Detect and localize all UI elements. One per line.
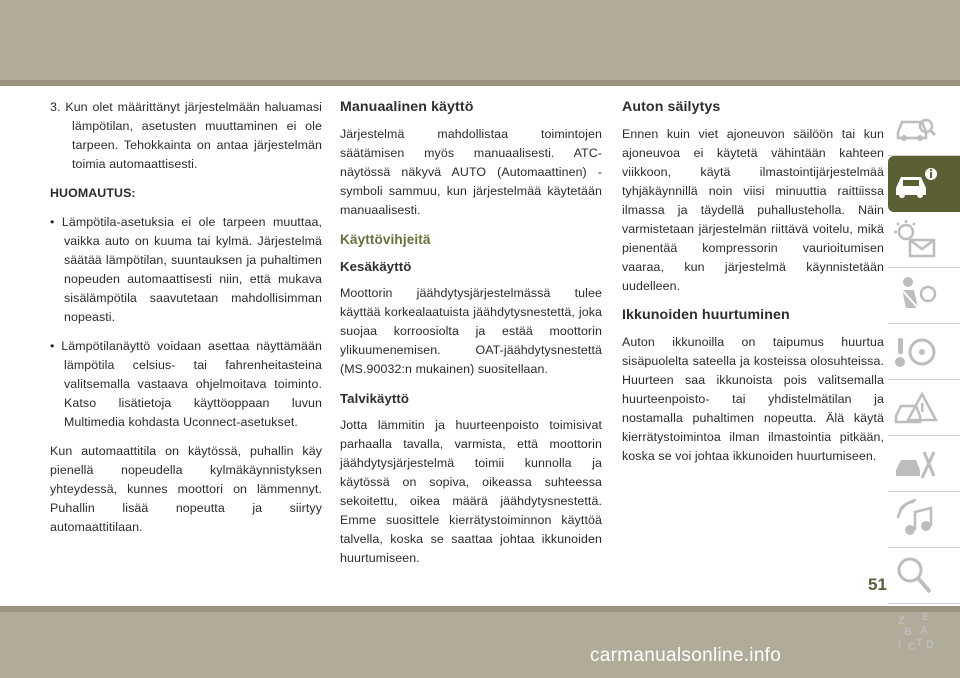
index-letter: B	[904, 626, 912, 638]
watermark: carmanualsonline.info	[590, 645, 782, 666]
tab-search[interactable]	[888, 548, 960, 604]
index-letter: I	[898, 639, 902, 651]
heading-summer: Kesäkäyttö	[340, 259, 412, 274]
paragraph-summer: Moottorin jäähdytysjärjestelmässä tulee käyttää korkealaatuista jäähdytysnestettä, joka suojaa korroosiolta ja estää moottorin ylikuumenemisen. OAT-jäähdytysnestettä (MS.90032:n mukainen) suositellaan.	[340, 286, 602, 376]
index-letter: D	[926, 639, 934, 651]
column-2	[340, 98, 602, 578]
column-1	[50, 98, 322, 547]
bottom-band	[0, 612, 960, 678]
note-heading: HUOMAUTUS:	[50, 186, 136, 200]
index-letter: C	[908, 641, 916, 653]
tab-hazard[interactable]	[888, 380, 960, 436]
paragraph-auto-mode: Kun automaattitila on käytössä, puhallin käy pienellä nopeudella kylmäkäynnistyksen yhteydessä, kunnes moottori on lämmennyt. Puhallin lisää nopeutta ja siirtyy automaattitilaan.	[50, 444, 322, 534]
note-bullet-1: • Lämpötila-asetuksia ei ole tarpeen muuttaa, vaikka auto on kuuma tai kylmä. Järjestelmä säätää lämpötilan, suuntauksen ja puhaltimen nopeuden automaattisesti niin, että mukava sisälämpötila saavutetaan mahdollisimman nopeasti.	[50, 215, 322, 324]
index-letter: T	[916, 637, 923, 649]
car-magnifier-icon	[892, 106, 938, 150]
list-item-3: 3. Kun olet määrittänyt järjestelmään haluamasi lämpötilan, asetusten muuttaminen ei ole tarpeen. Tehokkainta on antaa järjestelmän toimia automaattisesti.	[50, 100, 322, 171]
magnifier-icon	[892, 554, 938, 598]
tab-seatbelt[interactable]	[888, 268, 960, 324]
paragraph-manual: Järjestelmä mahdollistaa toimintojen säätämisen myös manuaalisesti. ATC-näytössä näkyvä AUTO (Automaattinen) -symboli sammuu, kun järjestelmää käytetään manuaalisesti.	[340, 127, 602, 217]
tab-steering-key[interactable]	[888, 324, 960, 380]
tab-maintenance[interactable]	[888, 436, 960, 492]
alphabet-index-icon	[892, 610, 938, 654]
top-band	[0, 0, 960, 80]
hazard-triangle-car-icon	[892, 386, 938, 430]
index-letter: Z	[898, 615, 905, 627]
warning-light-envelope-icon	[892, 218, 938, 262]
steering-wheel-key-icon	[892, 330, 938, 374]
heading-tips: Käyttövihjeitä	[340, 232, 431, 247]
paragraph-window-fog: Auton ikkunoilla on taipumus huurtua sisäpuolelta sateella ja kosteissa olosuhteissa. Huurteen saa ikkunoista pois valitsemalla huurteenpoisto- tai yhdistelmätilan ja nostamalla puhaltimen nopeutta. Älä käytä kierrätystoimintoa ilman ilmastointia pitkään, koska se voi johtaa ikkunoiden huurtumiseen.	[622, 335, 884, 463]
page-number: 51	[868, 575, 887, 594]
tab-multimedia[interactable]	[888, 492, 960, 548]
top-line	[0, 80, 960, 86]
paragraph-storage: Ennen kuin viet ajoneuvon säilöön tai kun ajoneuvoa ei käytetä vähintään kahteen viikkoon, käytä ilmastointijärjestelmää tyhjäkäynnillä noin viisi minuuttia raittiissa ilmassa ja täydellä puhallusteholla. Näin varmistetaan järjestelmän riittävä voitelu, mikä pienentää kompressorin vaurioitumisen vaaraa, kun järjestelmä käynnistetään uudelleen.	[622, 127, 884, 293]
tab-index[interactable]	[888, 604, 960, 660]
car-info-icon	[892, 162, 938, 206]
note-bullet-2: • Lämpötilanäyttö voidaan asettaa näyttämään lämpötila celsius- tai fahrenheitasteina valitsemalla vastaava ohjelmoitava toiminto. Katso lisätietoja käyttöoppaan luvun Multimedia kohdasta Uconnect-asetukset.	[50, 339, 322, 429]
tab-warning-light[interactable]	[888, 212, 960, 268]
column-3	[622, 98, 884, 476]
chapter-tabs	[888, 100, 960, 660]
tab-car-magnifier[interactable]	[888, 100, 960, 156]
tab-car-info[interactable]	[888, 156, 960, 212]
wrench-car-icon	[892, 442, 938, 486]
seatbelt-airbag-icon	[892, 274, 938, 318]
paragraph-winter: Jotta lämmitin ja huurteenpoisto toimisivat parhaalla tavalla, varmista, että moottorin jäähdytysjärjestelmä toimii kunnolla ja käytössä on sopiva, oikeassa suhteessa sekoitettu, oikea määrä jäähdytysnestettä. Emme suosittele kierrätystoiminnon käyttöä talvella, koska se saattaa johtaa ikkunoiden huurtumiseen.	[340, 418, 602, 565]
index-letter: E	[922, 611, 930, 623]
heading-storage: Auton säilytys	[622, 99, 721, 115]
heading-window-fog: Ikkunoiden huurtuminen	[622, 307, 790, 323]
music-note-signal-icon	[892, 498, 938, 542]
heading-manual: Manuaalinen käyttö	[340, 99, 474, 115]
index-letter: A	[920, 625, 928, 637]
heading-winter: Talvikäyttö	[340, 391, 410, 406]
